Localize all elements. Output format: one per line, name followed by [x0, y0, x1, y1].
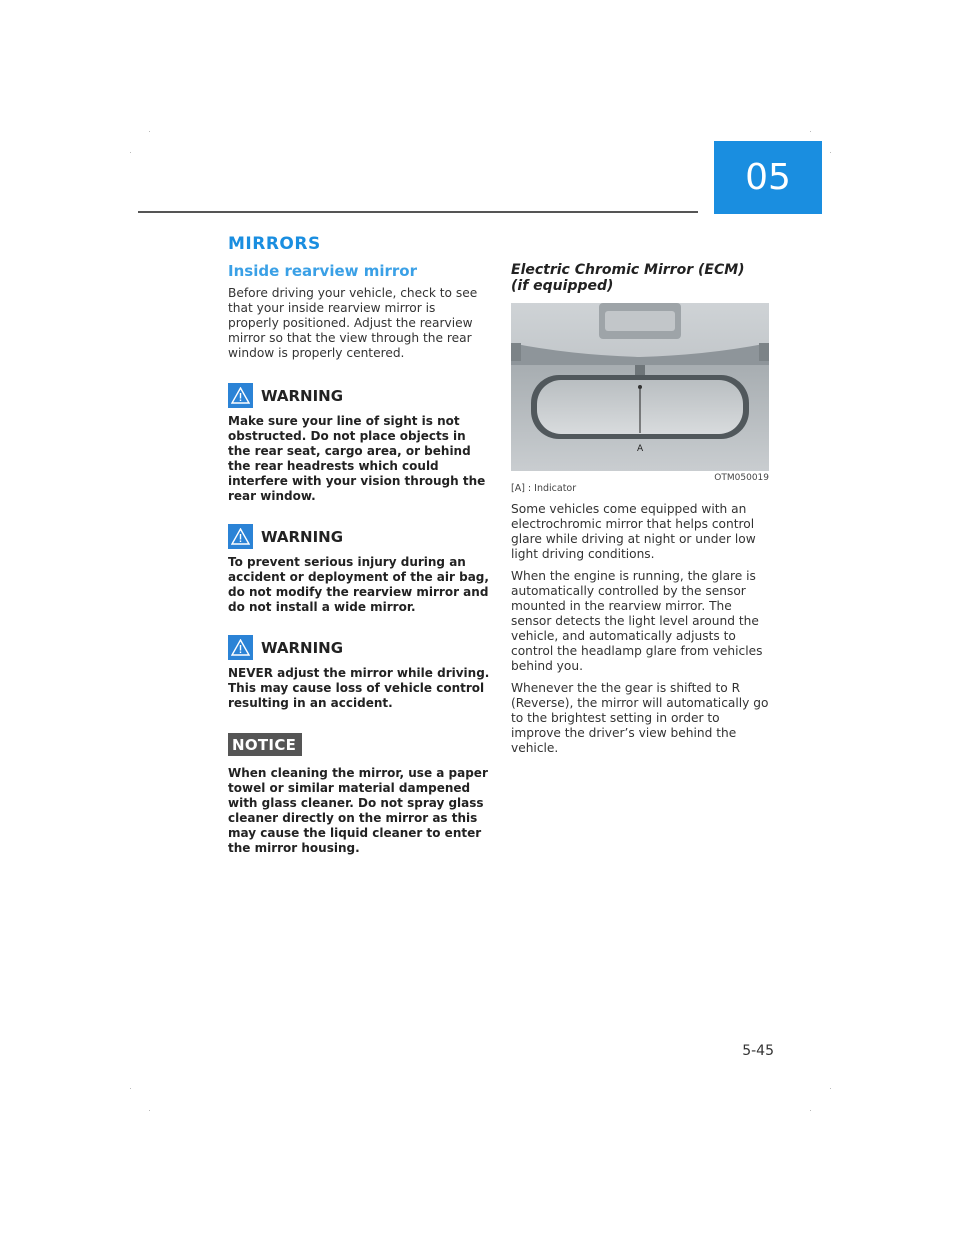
crop-mark	[130, 1088, 131, 1089]
warning-text: Make sure your line of sight is not obstructed. Do not place objects in the rear seat, cargo area, or behind the rear headrests which could interfere with your vision through the rear window.	[228, 414, 486, 503]
chapter-tab: 05	[714, 141, 822, 214]
figure-code: OTM050019	[714, 473, 769, 483]
ecm-title-line1: Electric Chromic Mirror (ECM)	[511, 262, 745, 278]
section-title: MIRRORS	[228, 234, 321, 254]
warning-block	[228, 383, 490, 504]
callout-a: A	[637, 444, 644, 454]
warning-title: WARNING	[261, 386, 344, 405]
warning-triangle-icon	[228, 524, 253, 549]
warning-block	[228, 524, 490, 615]
intro-paragraph: Before driving your vehicle, check to see that your inside rearview mirror is properly positioned. Adjust the rearview mirror so that the view through the rear window is properly centered.	[228, 286, 478, 360]
ecm-paragraph: When the engine is running, the glare is automatically controlled by the sensor mounted in the rearview mirror. The sensor detects the light level around the vehicle, and automatically adjusts to control the headlamp glare from vehicles behind you.	[511, 569, 763, 673]
crop-mark	[830, 152, 831, 153]
crop-mark	[830, 1088, 831, 1089]
warning-title: WARNING	[261, 638, 344, 657]
ecm-title	[511, 262, 773, 294]
figure-caption: [A] : Indicator	[511, 483, 577, 494]
rearview-mirror-illustration	[511, 303, 769, 471]
warning-block	[228, 635, 490, 711]
header-rule	[138, 211, 698, 213]
left-column	[228, 234, 490, 856]
ecm-title-line2: (if equipped)	[511, 278, 614, 294]
notice-text: When cleaning the mirror, use a paper towel or similar material dampened with glass cleaner. Do not spray glass cleaner directly on the mirror as this may cause the liquid cleaner to enter the mirror housing.	[228, 766, 488, 855]
crop-mark	[149, 1110, 150, 1111]
warning-header	[228, 524, 490, 549]
notice-badge: NOTICE	[228, 733, 302, 756]
crop-mark	[130, 152, 131, 153]
crop-mark	[810, 131, 811, 132]
ecm-paragraph: Some vehicles come equipped with an electrochromic mirror that helps control glare while driving at night or under low light driving conditions.	[511, 502, 756, 561]
warning-header	[228, 383, 490, 408]
warning-text: NEVER adjust the mirror while driving. This may cause loss of vehicle control resulting in an accident.	[228, 666, 490, 710]
warning-header	[228, 635, 490, 660]
subsection-title: Inside rearview mirror	[228, 262, 417, 280]
warning-triangle-icon	[228, 635, 253, 660]
crop-mark	[149, 131, 150, 132]
warning-text: To prevent serious injury during an accident or deployment of the air bag, do not modify the rearview mirror and do not install a wide mirror.	[228, 555, 489, 614]
warning-triangle-icon	[228, 383, 253, 408]
rearview-mirror-figure	[511, 303, 769, 471]
crop-mark	[810, 1110, 811, 1111]
right-column	[511, 262, 773, 763]
ecm-paragraph: Whenever the the gear is shifted to R (Reverse), the mirror will automatically go to the brightest setting in order to improve the driver’s view behind the vehicle.	[511, 681, 769, 755]
warning-title: WARNING	[261, 527, 344, 546]
page-number: 5-45	[742, 1043, 774, 1059]
